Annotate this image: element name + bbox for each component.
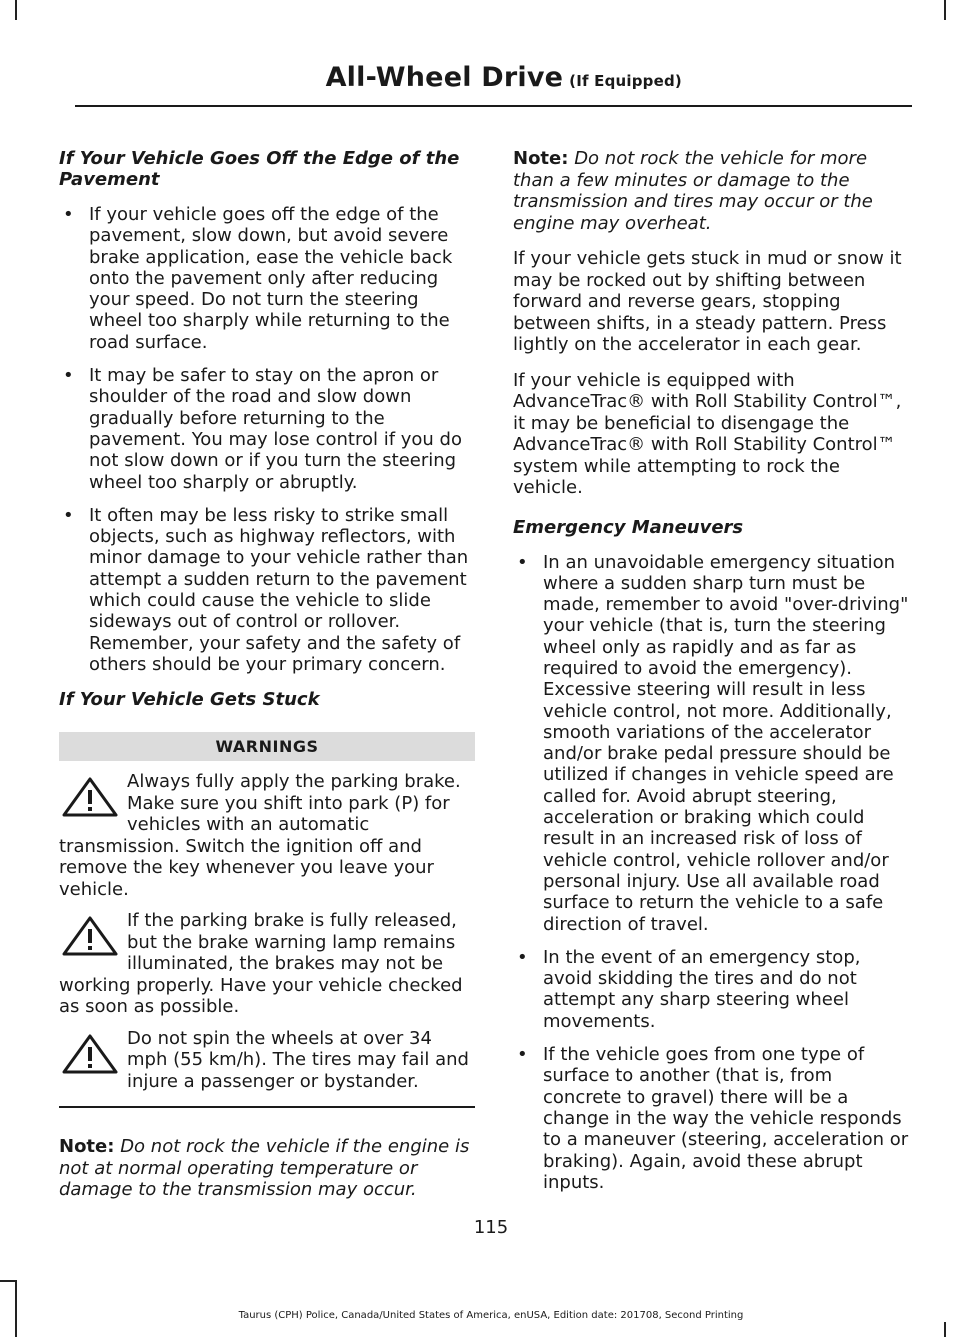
warnings-header: WARNINGS [59,732,475,761]
bullet-icon: • [517,1044,528,1066]
left-column [59,148,475,1215]
body-paragraph: If your vehicle gets stuck in mud or snow it may be rocked out by shifting between forward and reverse gears, stopping between shifts, in a steady pattern. Press lightly on the accelerator in each gear. [513,248,902,355]
warning-text: Do not spin the wheels at over 34 mph (55 km/h). The tires may fail and injure a passenger or bystander. [127,1027,469,1092]
crop-mark [944,0,946,20]
edition-footer: Taurus (CPH) Police, Canada/United States of America, enUSA, Edition date: 201708, Second Printing [238,1310,744,1321]
crop-mark [15,1280,17,1337]
right-column [513,148,909,1207]
note-paragraph [59,1136,475,1201]
note-label: Note: [59,1136,115,1158]
section-heading-stuck: If Your Vehicle Gets Stuck [59,689,320,711]
note-text: Do not rock the vehicle for more than a few minutes or damage to the transmission and tires may occur or the engine may overheat. [513,148,873,234]
bullet-list-emergency [513,552,909,1194]
page-header [326,62,682,93]
warning-triangle-icon [59,1034,121,1074]
warning-item [59,1028,475,1093]
bullet-list-off-pavement [59,204,475,675]
warning-text: Always fully apply the parking brake. Make sure you shift into park (P) for vehicles with an automatic transmission. Switch the ignition off and remove the key whenever you leave your vehicle. [59,771,461,900]
section-heading-emergency: Emergency Maneuvers [513,516,744,538]
body-paragraph: If your vehicle is equipped with AdvanceTrac® with Roll Stability Control™, it may be beneficial to disengage the AdvanceTrac® with Roll Stability Control™ system while attempting to rock the vehicle. [513,369,902,498]
bullet-icon: • [63,365,74,387]
section-heading-off-pavement: If Your Vehicle Goes Off the Edge of the Pavement [59,148,460,190]
warnings-divider [59,1106,475,1108]
list-item: • It may be safer to stay on the apron or shoulder of the road and slow down gradually before returning to the pavement. You may lose control if you do not slow down or if you turn the steering wheel too sharply or abruptly. [63,365,462,493]
page-subtitle: (If Equipped) [569,72,682,90]
crop-mark [944,1322,946,1337]
warning-item [59,910,475,1018]
note-label: Note: [513,148,569,169]
crop-mark [15,0,17,20]
list-item: • It often may be less risky to strike small objects, such as highway reflectors, with minor damage to your vehicle rather than attempt a sudden return to the pavement which could cause the vehicle to slide sideways out of control or rollover. Remember, your safety and the safety of others should be your primary concern. [63,504,469,675]
warning-triangle-icon [59,916,121,956]
warning-item [59,771,475,900]
bullet-icon: • [63,504,74,526]
note-paragraph [513,148,909,234]
bullet-icon: • [517,551,528,573]
bullet-icon: • [517,946,528,968]
page-title: All-Wheel Drive [325,62,564,93]
page-number: 115 [473,1217,509,1238]
bullet-icon: • [63,204,74,225]
list-item: • If the vehicle goes from one type of surface to another (that is, from concrete to gravel) there will be a change in the way the vehicle responds to a maneuver (steering, acceleration or braking). Again, avoid these abrupt inputs. [517,1044,909,1193]
note-text: Do not rock the vehicle if the engine is not at normal operating temperature or damage to the transmission may occur. [59,1136,470,1201]
list-item: • If your vehicle goes off the edge of the pavement, slow down, but avoid severe brake application, ease the vehicle back onto the pavement only after reducing your speed. Do not turn the steering wheel too sharply while returning to the road surface. [63,204,453,353]
list-item: • In the event of an emergency stop, avoid skidding the tires and do not attempt any sharp steering wheel movements. [517,946,861,1032]
warning-triangle-icon [59,777,121,817]
list-item: • In an unavoidable emergency situation where a sudden sharp turn must be made, remember to avoid "over-driving" your vehicle (that is, turn the steering wheel only as rapidly and as far as required to avoid the emergency). Excessive steering will result in less vehicle control, not more. Additionally, smooth variations of the accelerator and/or brake pedal pressure should be utilized if changes in vehicle speed are called for. Avoid abrupt steering, acceleration or braking which could result in an increased risk of loss of vehicle control, vehicle rollover and/or personal injury. Use all available road surface to return the vehicle to a safe direction of travel. [517,551,909,935]
header-divider [75,105,912,107]
warning-text: If the parking brake is fully released, but the brake warning lamp remains illuminated, the brakes may not be working properly. Have your vehicle checked as soon as possible. [59,910,463,1018]
